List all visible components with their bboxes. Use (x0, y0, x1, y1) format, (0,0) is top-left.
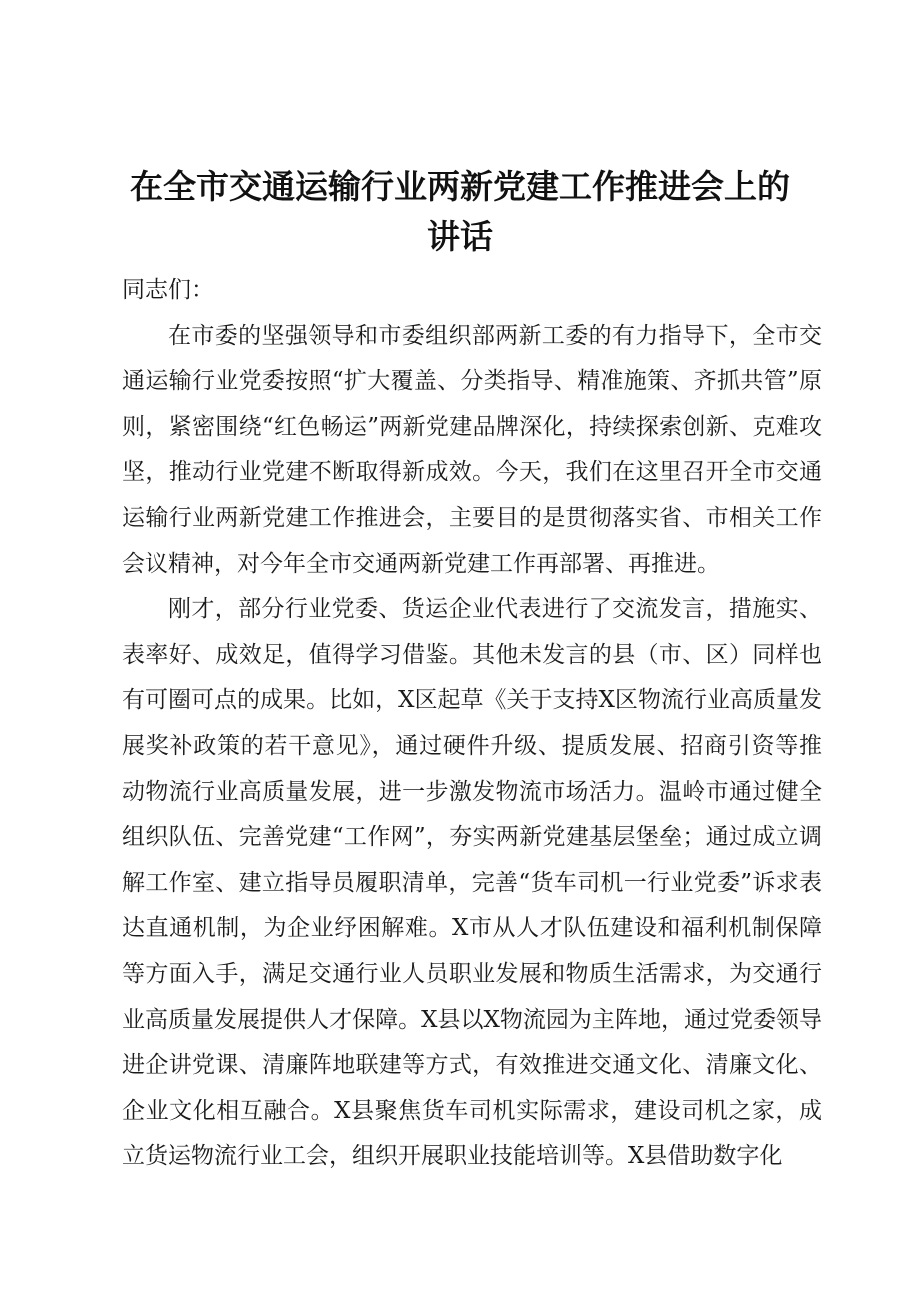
paragraph-opening: 在市委的坚强领导和市委组织部两新工委的有力指导下，全市交通运输行业党委按照“扩大覆盖、分类指导、精准施策、齐抓共管”原则，紧密围绕“红色畅运”两新党建品牌深化，持续探索创新、克难攻坚，推动行业党建不断取得新成效。今天，我们在这里召开全市交通运输行业两新党建工作推进会，主要目的是贯彻落实省、市相关工作会议精神，对今年全市交通两新党建工作再部署、再推进。 (122, 322, 822, 577)
document-title: 在全市交通运输行业两新党建工作推进会上的讲话 (130, 167, 790, 256)
salutation: 同志们： (122, 277, 214, 303)
document-body (122, 268, 822, 1180)
paragraph-examples: 刚才，部分行业党委、货运企业代表进行了交流发言，措施实、表率好、成效足，值得学习借鉴。其他未发言的县（市、区）同样也有可圈可点的成果。比如，X区起草《关于支持X区物流行业高质量发展奖补政策的若干意见》，通过硬件升级、提质发展、招商引资等推动物流行业高质量发展，进一步激发物流市场活力。温岭市通过健全组织队伍、完善党建“工作网”，夯实两新党建基层堡垒；通过成立调解工作室、建立指导员履职清单，完善“货车司机一行业党委”诉求表达直通机制，为企业纾困解难。X市从人才队伍建设和福利机制保障等方面入手，满足交通行业人员职业发展和物质生活需求，为交通行业高质量发展提供人才保障。X县以X物流园为主阵地，通过党委领导进企讲党课、清廉阵地联建等方式，有效推进交通文化、清廉文化、企业文化相互融合。X县聚焦货车司机实际需求，建设司机之家，成立货运物流行业工会，组织开展职业技能培训等。X县借助数字化 (122, 596, 822, 1170)
